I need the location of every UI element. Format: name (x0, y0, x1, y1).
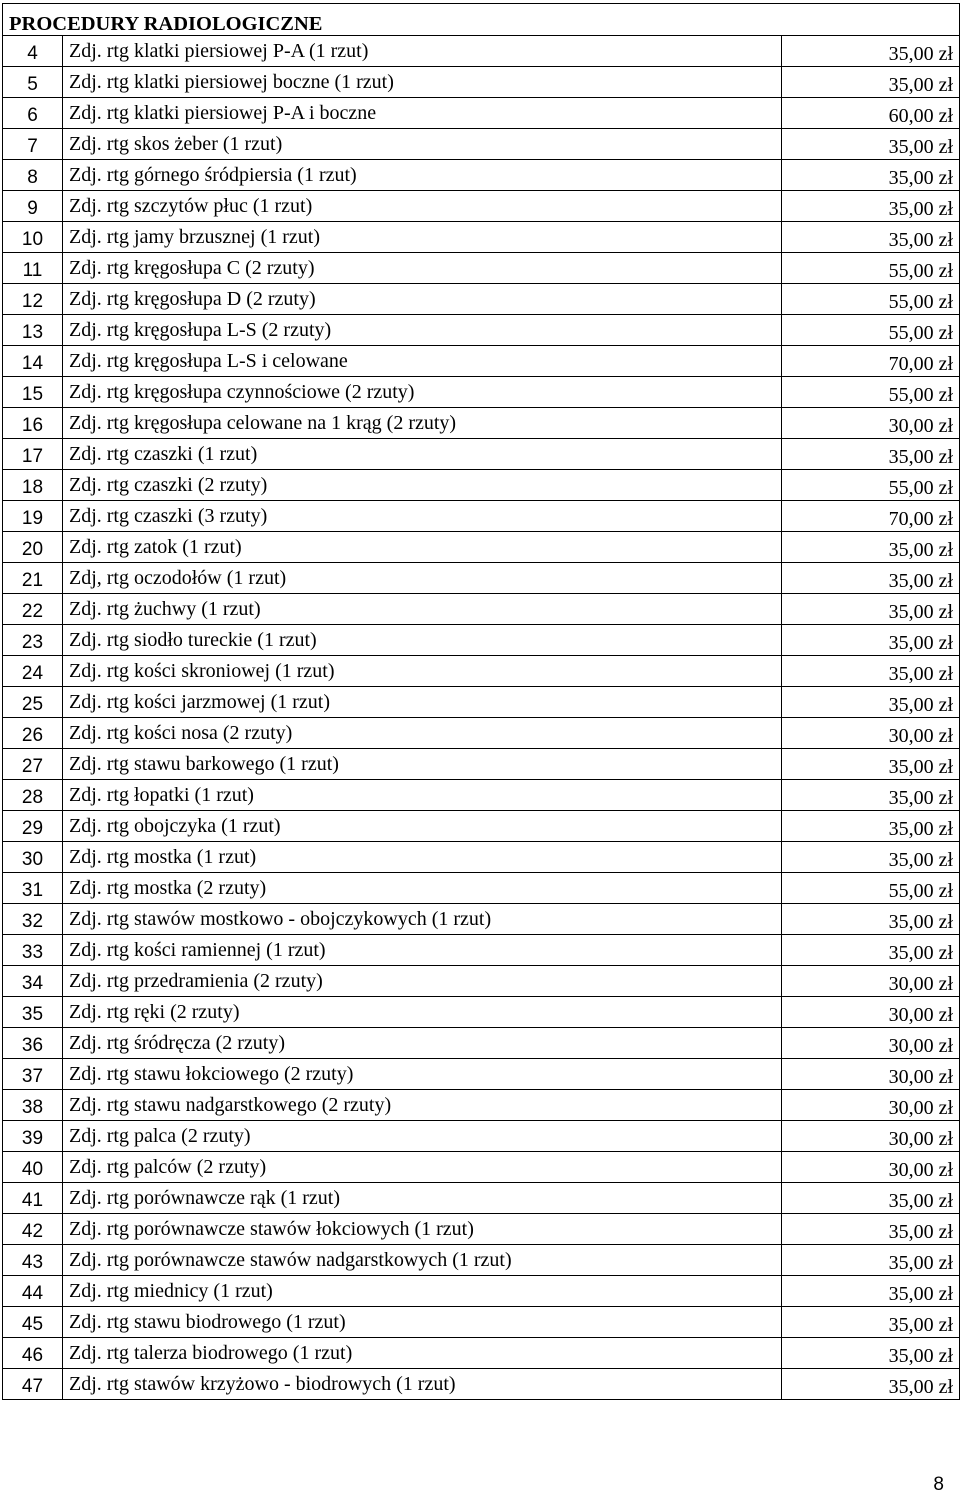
procedure-price: 30,00 zł (782, 1028, 960, 1059)
procedure-price: 35,00 zł (782, 1214, 960, 1245)
procedure-row (3, 1152, 960, 1183)
procedure-number: 31 (3, 873, 63, 904)
procedure-row (3, 501, 960, 532)
procedure-row (3, 160, 960, 191)
procedure-row (3, 1369, 960, 1400)
procedure-name: Zdj. rtg żuchwy (1 rzut) (63, 594, 782, 625)
procedure-row (3, 470, 960, 501)
procedure-price: 35,00 zł (782, 222, 960, 253)
procedure-number: 14 (3, 346, 63, 377)
procedure-row (3, 966, 960, 997)
procedure-number: 21 (3, 563, 63, 594)
procedure-number: 5 (3, 67, 63, 98)
procedure-row (3, 1276, 960, 1307)
procedure-row (3, 1028, 960, 1059)
procedure-price: 35,00 zł (782, 811, 960, 842)
procedure-name: Zdj. rtg porównawcze stawów nadgarstkowych (1 rzut) (63, 1245, 782, 1276)
procedure-name: Zdj. rtg kręgosłupa L-S (2 rzuty) (63, 315, 782, 346)
procedure-row (3, 594, 960, 625)
procedure-number: 17 (3, 439, 63, 470)
procedure-number: 9 (3, 191, 63, 222)
procedure-name: Zdj. rtg kręgosłupa celowane na 1 krąg (2 rzuty) (63, 408, 782, 439)
procedure-name: Zdj. rtg siodło tureckie (1 rzut) (63, 625, 782, 656)
procedure-name: Zdj. rtg ręki (2 rzuty) (63, 997, 782, 1028)
procedure-name: Zdj. rtg kręgosłupa L-S i celowane (63, 346, 782, 377)
procedure-row (3, 1307, 960, 1338)
procedure-row (3, 36, 960, 67)
procedure-row (3, 315, 960, 346)
procedure-row (3, 873, 960, 904)
procedure-name: Zdj. rtg mostka (2 rzuty) (63, 873, 782, 904)
page-number: 8 (933, 1474, 944, 1495)
procedure-row (3, 129, 960, 160)
procedure-price: 35,00 zł (782, 1307, 960, 1338)
procedure-price: 35,00 zł (782, 1338, 960, 1369)
procedure-price: 35,00 zł (782, 687, 960, 718)
procedure-price: 35,00 zł (782, 191, 960, 222)
procedure-price: 30,00 zł (782, 1121, 960, 1152)
procedure-number: 20 (3, 532, 63, 563)
procedure-row (3, 935, 960, 966)
procedure-name: Zdj. rtg łopatki (1 rzut) (63, 780, 782, 811)
procedure-number: 22 (3, 594, 63, 625)
procedure-name: Zdj. rtg stawów krzyżowo - biodrowych (1 rzut) (63, 1369, 782, 1400)
procedure-price: 35,00 zł (782, 625, 960, 656)
procedure-number: 38 (3, 1090, 63, 1121)
procedure-name: Zdj. rtg miednicy (1 rzut) (63, 1276, 782, 1307)
procedure-row (3, 1245, 960, 1276)
procedure-number: 44 (3, 1276, 63, 1307)
procedure-row (3, 67, 960, 98)
procedure-name: Zdj. rtg klatki piersiowej P-A i boczne (63, 98, 782, 129)
procedure-name: Zdj. rtg porównawcze rąk (1 rzut) (63, 1183, 782, 1214)
procedure-price: 55,00 zł (782, 315, 960, 346)
procedure-price: 55,00 zł (782, 470, 960, 501)
procedure-row (3, 284, 960, 315)
procedure-number: 11 (3, 253, 63, 284)
procedure-name: Zdj. rtg czaszki (1 rzut) (63, 439, 782, 470)
procedure-name: Zdj. rtg obojczyka (1 rzut) (63, 811, 782, 842)
procedure-price: 55,00 zł (782, 377, 960, 408)
procedure-number: 47 (3, 1369, 63, 1400)
procedure-number: 40 (3, 1152, 63, 1183)
procedure-name: Zdj. rtg klatki piersiowej P-A (1 rzut) (63, 36, 782, 67)
procedure-name: Zdj. rtg mostka (1 rzut) (63, 842, 782, 873)
procedure-row (3, 904, 960, 935)
procedure-name: Zdj. rtg kości skroniowej (1 rzut) (63, 656, 782, 687)
procedure-number: 41 (3, 1183, 63, 1214)
procedure-number: 29 (3, 811, 63, 842)
procedure-name: Zdj. rtg skos żeber (1 rzut) (63, 129, 782, 160)
procedure-name: Zdj. rtg kości jarzmowej (1 rzut) (63, 687, 782, 718)
procedure-price: 70,00 zł (782, 346, 960, 377)
procedure-price: 70,00 zł (782, 501, 960, 532)
procedure-price: 35,00 zł (782, 160, 960, 191)
procedure-price: 35,00 zł (782, 1245, 960, 1276)
procedure-name: Zdj. rtg stawu barkowego (1 rzut) (63, 749, 782, 780)
procedure-number: 33 (3, 935, 63, 966)
procedure-price: 60,00 zł (782, 98, 960, 129)
procedure-row (3, 222, 960, 253)
procedure-name: Zdj. rtg szczytów płuc (1 rzut) (63, 191, 782, 222)
procedure-row (3, 811, 960, 842)
procedure-row (3, 98, 960, 129)
procedure-row (3, 1214, 960, 1245)
procedure-number: 45 (3, 1307, 63, 1338)
procedure-number: 7 (3, 129, 63, 160)
procedure-price: 35,00 zł (782, 439, 960, 470)
procedure-number: 37 (3, 1059, 63, 1090)
procedure-number: 8 (3, 160, 63, 191)
procedure-name: Zdj. rtg klatki piersiowej boczne (1 rzut) (63, 67, 782, 98)
procedure-price: 35,00 zł (782, 1183, 960, 1214)
procedure-row (3, 780, 960, 811)
procedure-name: Zdj. rtg kręgosłupa C (2 rzuty) (63, 253, 782, 284)
procedure-row (3, 1183, 960, 1214)
procedure-name: Zdj. rtg palca (2 rzuty) (63, 1121, 782, 1152)
procedure-name: Zdj. rtg zatok (1 rzut) (63, 532, 782, 563)
procedure-number: 19 (3, 501, 63, 532)
procedure-name: Zdj. rtg kości nosa (2 rzuty) (63, 718, 782, 749)
procedure-number: 18 (3, 470, 63, 501)
procedure-price: 35,00 zł (782, 656, 960, 687)
procedure-number: 27 (3, 749, 63, 780)
procedure-row (3, 191, 960, 222)
procedure-name: Zdj. rtg stawu nadgarstkowego (2 rzuty) (63, 1090, 782, 1121)
procedure-row (3, 346, 960, 377)
procedure-name: Zdj. rtg kości ramiennej (1 rzut) (63, 935, 782, 966)
procedure-number: 39 (3, 1121, 63, 1152)
procedure-number: 28 (3, 780, 63, 811)
procedure-row (3, 656, 960, 687)
procedure-price: 35,00 zł (782, 1276, 960, 1307)
procedure-row (3, 1059, 960, 1090)
procedure-number: 46 (3, 1338, 63, 1369)
procedure-row (3, 408, 960, 439)
procedure-number: 36 (3, 1028, 63, 1059)
procedure-number: 15 (3, 377, 63, 408)
procedure-row (3, 687, 960, 718)
procedure-price: 30,00 zł (782, 1059, 960, 1090)
procedure-name: Zdj. rtg jamy brzusznej (1 rzut) (63, 222, 782, 253)
procedure-number: 16 (3, 408, 63, 439)
procedure-price: 55,00 zł (782, 873, 960, 904)
procedure-number: 13 (3, 315, 63, 346)
procedure-price: 35,00 zł (782, 904, 960, 935)
procedure-number: 23 (3, 625, 63, 656)
procedure-row (3, 749, 960, 780)
procedure-name: Zdj. rtg kręgosłupa czynnościowe (2 rzuty) (63, 377, 782, 408)
procedure-price: 30,00 zł (782, 1152, 960, 1183)
procedure-number: 26 (3, 718, 63, 749)
procedure-row (3, 625, 960, 656)
procedure-name: Zdj. rtg talerza biodrowego (1 rzut) (63, 1338, 782, 1369)
procedure-name: Zdj. rtg stawu biodrowego (1 rzut) (63, 1307, 782, 1338)
procedure-name: Zdj. rtg czaszki (3 rzuty) (63, 501, 782, 532)
procedure-price: 30,00 zł (782, 718, 960, 749)
procedure-row (3, 439, 960, 470)
procedure-price: 35,00 zł (782, 842, 960, 873)
procedure-price: 35,00 zł (782, 780, 960, 811)
procedure-price: 30,00 zł (782, 997, 960, 1028)
procedure-row (3, 253, 960, 284)
procedure-price: 35,00 zł (782, 67, 960, 98)
procedure-row (3, 1090, 960, 1121)
procedure-name: Zdj. rtg palców (2 rzuty) (63, 1152, 782, 1183)
procedure-price: 35,00 zł (782, 1369, 960, 1400)
price-list-table (2, 3, 960, 1400)
procedure-name: Zdj. rtg porównawcze stawów łokciowych (1 rzut) (63, 1214, 782, 1245)
procedure-row (3, 718, 960, 749)
procedure-number: 42 (3, 1214, 63, 1245)
procedure-name: Zdj. rtg czaszki (2 rzuty) (63, 470, 782, 501)
procedure-name: Zdj. rtg kręgosłupa D (2 rzuty) (63, 284, 782, 315)
procedure-row (3, 1338, 960, 1369)
procedure-name: Zdj. rtg śródręcza (2 rzuty) (63, 1028, 782, 1059)
procedure-number: 30 (3, 842, 63, 873)
procedure-row (3, 1121, 960, 1152)
procedure-row (3, 997, 960, 1028)
price-list-body (3, 4, 960, 1400)
procedure-row (3, 377, 960, 408)
procedure-number: 6 (3, 98, 63, 129)
procedure-price: 55,00 zł (782, 253, 960, 284)
procedure-price: 35,00 zł (782, 594, 960, 625)
procedure-name: Zdj. rtg stawów mostkowo - obojczykowych (1 rzut) (63, 904, 782, 935)
procedure-number: 43 (3, 1245, 63, 1276)
procedure-name: Zdj. rtg stawu łokciowego (2 rzuty) (63, 1059, 782, 1090)
section-heading-row (3, 4, 960, 36)
procedure-number: 35 (3, 997, 63, 1028)
procedure-name: Zdj. rtg górnego śródpiersia (1 rzut) (63, 160, 782, 191)
procedure-price: 30,00 zł (782, 408, 960, 439)
procedure-name: Zdj. rtg przedramienia (2 rzuty) (63, 966, 782, 997)
procedure-number: 10 (3, 222, 63, 253)
procedure-price: 30,00 zł (782, 966, 960, 997)
procedure-number: 34 (3, 966, 63, 997)
procedure-number: 24 (3, 656, 63, 687)
procedure-price: 35,00 zł (782, 563, 960, 594)
procedure-number: 4 (3, 36, 63, 67)
procedure-price: 35,00 zł (782, 532, 960, 563)
procedure-row (3, 563, 960, 594)
procedure-number: 32 (3, 904, 63, 935)
procedure-row (3, 532, 960, 563)
procedure-number: 25 (3, 687, 63, 718)
procedure-price: 35,00 zł (782, 36, 960, 67)
procedure-price: 55,00 zł (782, 284, 960, 315)
procedure-price: 35,00 zł (782, 749, 960, 780)
procedure-price: 35,00 zł (782, 935, 960, 966)
procedure-row (3, 842, 960, 873)
procedure-number: 12 (3, 284, 63, 315)
procedure-price: 35,00 zł (782, 129, 960, 160)
section-heading: PROCEDURY RADIOLOGICZNE (3, 4, 960, 36)
procedure-name: Zdj, rtg oczodołów (1 rzut) (63, 563, 782, 594)
procedure-price: 30,00 zł (782, 1090, 960, 1121)
